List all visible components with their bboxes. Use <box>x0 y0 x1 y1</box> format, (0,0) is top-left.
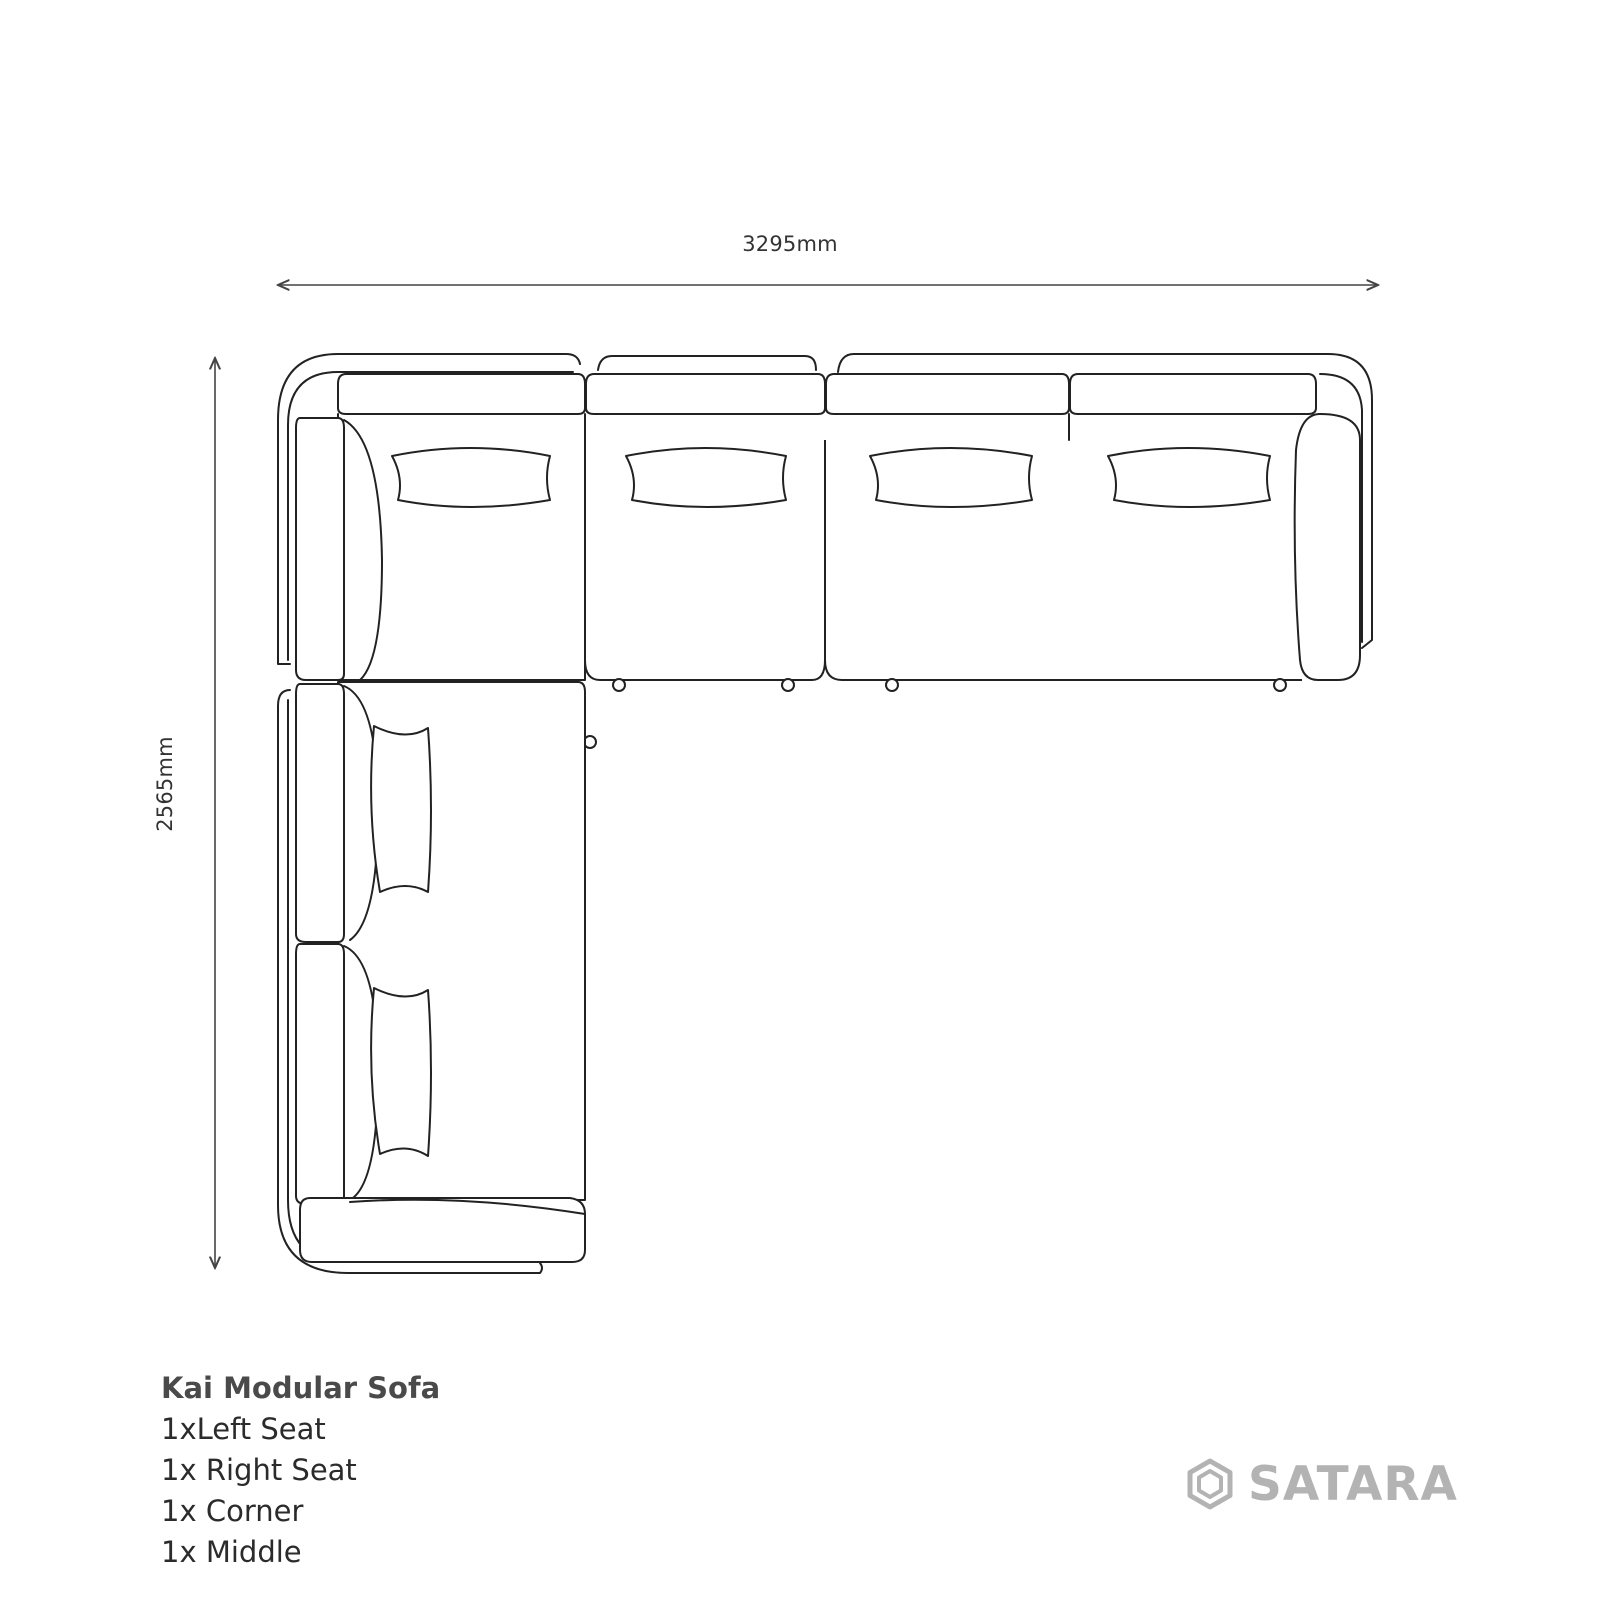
corner-back-cushion <box>296 418 344 680</box>
satara-logo-icon <box>1184 1458 1236 1510</box>
component-item: 1x Corner <box>161 1494 304 1528</box>
left-seats <box>296 682 585 1204</box>
component-item: 1xLeft Seat <box>161 1412 326 1446</box>
right-armrest <box>1295 414 1360 680</box>
product-title: Kai Modular Sofa <box>161 1371 441 1405</box>
brand-logo <box>1184 1455 1458 1513</box>
corner-inner-cushion <box>344 420 382 680</box>
width-dimension-label: 3295mm <box>742 232 838 256</box>
product-specs <box>161 1368 440 1573</box>
depth-dimension-label: 2565mm <box>153 736 177 832</box>
component-item: 1x Middle <box>161 1535 302 1569</box>
component-item: 1x Right Seat <box>161 1453 357 1487</box>
brand-name: SATARA <box>1248 1456 1458 1512</box>
top-back-cushions <box>338 374 1316 414</box>
